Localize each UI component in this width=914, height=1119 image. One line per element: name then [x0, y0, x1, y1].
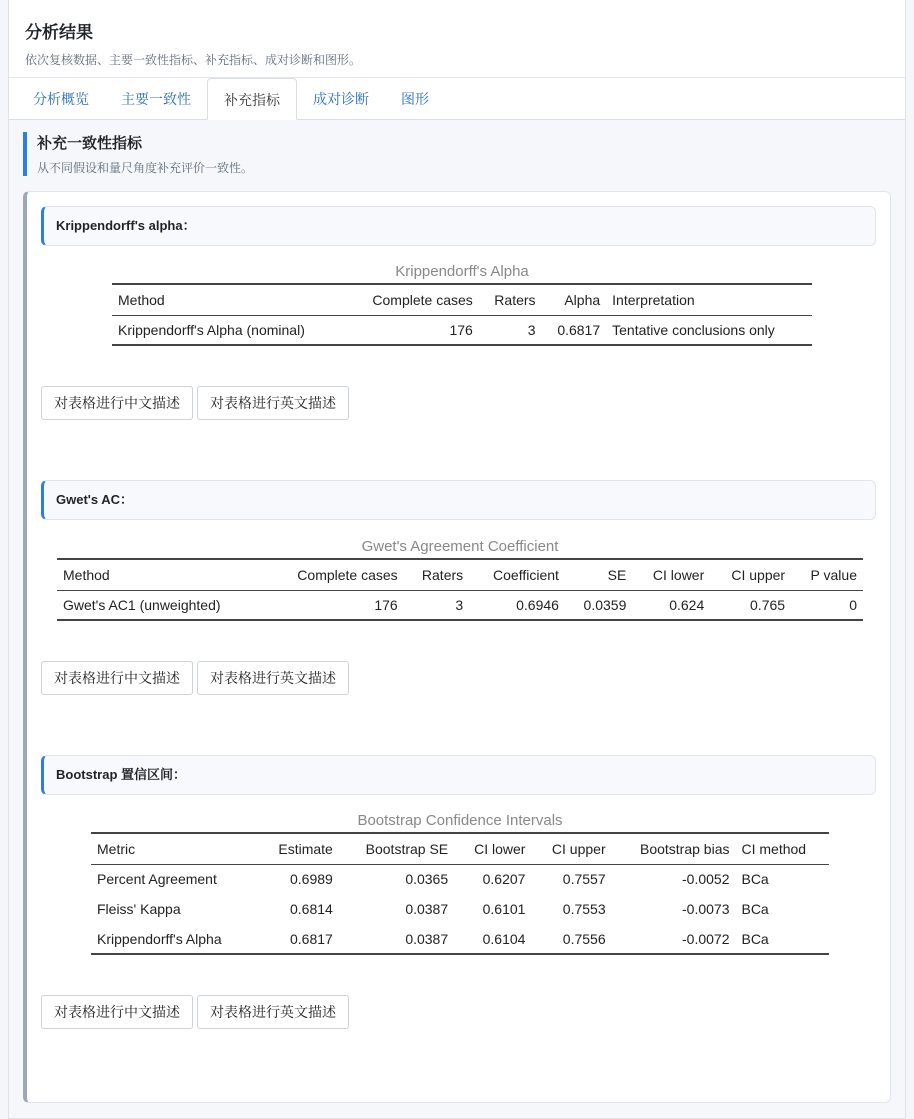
block-header: Gwet's AC： [41, 480, 876, 520]
table-cell: -0.0073 [682, 901, 730, 917]
table-cell: 0.0359 [583, 596, 627, 613]
table-cell: 0.6817 [557, 321, 601, 338]
table-row [91, 894, 829, 924]
tab-content [9, 120, 905, 1118]
table-cell: 0 [849, 596, 857, 613]
column-header: Interpretation [612, 291, 695, 308]
column-header: CI method [741, 840, 807, 857]
column-header: Raters [421, 566, 464, 583]
table-cell: BCa [741, 871, 769, 888]
table-cell: 0.6814 [290, 901, 333, 917]
table-row [91, 864, 829, 894]
bootstrap-block [41, 755, 876, 795]
column-header: P value [810, 566, 857, 583]
describe-english-button[interactable]: 对表格进行英文描述 [197, 661, 349, 695]
gwet-actions [41, 661, 349, 695]
table-cell: 0.7556 [562, 930, 606, 947]
table-header-row [57, 559, 863, 590]
table-cell: 0.6817 [290, 930, 333, 947]
krippendorff-table [112, 261, 812, 346]
table-row [57, 590, 863, 620]
table-cell: Tentative conclusions only [612, 321, 775, 338]
table-cell: 3 [455, 596, 464, 613]
tab-primary-agreement[interactable]: 主要一致性 [121, 91, 191, 107]
table-cell: 0.6946 [516, 596, 559, 613]
column-header: Bootstrap bias [639, 840, 730, 857]
column-header: Method [118, 291, 165, 308]
column-header: CI lower [474, 840, 526, 857]
table-cell: Krippendorff's Alpha (nominal) [118, 321, 305, 338]
table-cell: -0.0072 [682, 930, 730, 947]
results-header [9, 0, 905, 78]
section-description: 从不同假设和量尺角度补充评价一致性。 [37, 161, 254, 175]
tab-bar [9, 78, 905, 120]
column-header: Bootstrap SE [365, 840, 449, 857]
tab-pairwise-diagnostics[interactable]: 成对诊断 [313, 91, 369, 107]
table-cell: 0.6989 [290, 871, 333, 888]
section-header [23, 132, 891, 176]
column-header: CI lower [652, 566, 705, 583]
table-caption: Krippendorff's Alpha [395, 263, 529, 280]
describe-english-button[interactable]: 对表格进行英文描述 [197, 995, 349, 1029]
app-shell [8, 0, 906, 1119]
column-header: CI upper [731, 566, 786, 583]
tab-supplementary-metrics[interactable]: 补充指标 [207, 78, 297, 120]
describe-chinese-button[interactable]: 对表格进行中文描述 [41, 661, 193, 695]
krippendorff-actions [41, 386, 349, 420]
page-subtitle: 依次复核数据、主要一致性指标、补充指标、成对诊断和图形。 [25, 53, 362, 67]
table-row [112, 315, 812, 345]
column-header: Estimate [278, 840, 333, 857]
table-cell: 0.6207 [482, 871, 526, 888]
column-header: Complete cases [297, 566, 398, 583]
tab-graphics[interactable]: 图形 [401, 91, 429, 107]
table-cell: 0.0387 [405, 901, 449, 917]
table-cell: Gwet's AC1 (unweighted) [63, 596, 221, 613]
krippendorff-block [41, 206, 876, 246]
gwet-block [41, 480, 876, 520]
table-cell: BCa [741, 901, 769, 917]
describe-chinese-button[interactable]: 对表格进行中文描述 [41, 386, 193, 420]
bootstrap-table [91, 810, 829, 955]
table-caption: Gwet's Agreement Coefficient [361, 538, 559, 555]
results-panel [23, 191, 891, 1103]
table-cell: 0.0365 [405, 871, 449, 888]
gwet-table [57, 536, 863, 621]
table-cell: Percent Agreement [97, 871, 217, 888]
table-caption: Bootstrap Confidence Intervals [357, 812, 563, 829]
section-title: 补充一致性指标 [37, 135, 143, 152]
page-title: 分析结果 [25, 23, 93, 42]
table-cell: BCa [741, 930, 769, 947]
table-cell: 176 [449, 321, 473, 338]
table-cell: -0.0052 [682, 871, 730, 888]
column-header: Coefficient [493, 566, 559, 583]
column-header: Method [63, 566, 110, 583]
block-header: Bootstrap 置信区间： [41, 755, 876, 795]
column-header: Complete cases [372, 291, 473, 308]
bootstrap-actions [41, 995, 349, 1029]
column-header: CI upper [551, 840, 606, 857]
column-header: Alpha [564, 291, 601, 308]
table-cell: Krippendorff's Alpha [97, 930, 222, 947]
table-cell: 0.624 [669, 596, 705, 613]
describe-chinese-button[interactable]: 对表格进行中文描述 [41, 995, 193, 1029]
table-cell: Fleiss' Kappa [97, 901, 181, 917]
column-header: Raters [494, 291, 536, 308]
table-cell: 0.765 [750, 596, 786, 613]
describe-english-button[interactable]: 对表格进行英文描述 [197, 386, 349, 420]
table-cell: 0.6104 [482, 930, 526, 947]
table-row [91, 924, 829, 954]
table-cell: 0.7557 [562, 871, 606, 888]
table-cell: 0.6101 [482, 901, 526, 917]
tab-overview[interactable]: 分析概览 [33, 91, 89, 107]
table-header-row [112, 284, 812, 315]
table-cell: 0.7553 [562, 901, 606, 917]
block-header: Krippendorff's alpha： [41, 206, 876, 246]
column-header: SE [607, 566, 627, 583]
table-cell: 0.0387 [405, 930, 449, 947]
table-cell: 3 [527, 321, 536, 338]
column-header: Metric [97, 840, 136, 857]
table-cell: 176 [374, 596, 398, 613]
table-header-row [91, 833, 829, 864]
